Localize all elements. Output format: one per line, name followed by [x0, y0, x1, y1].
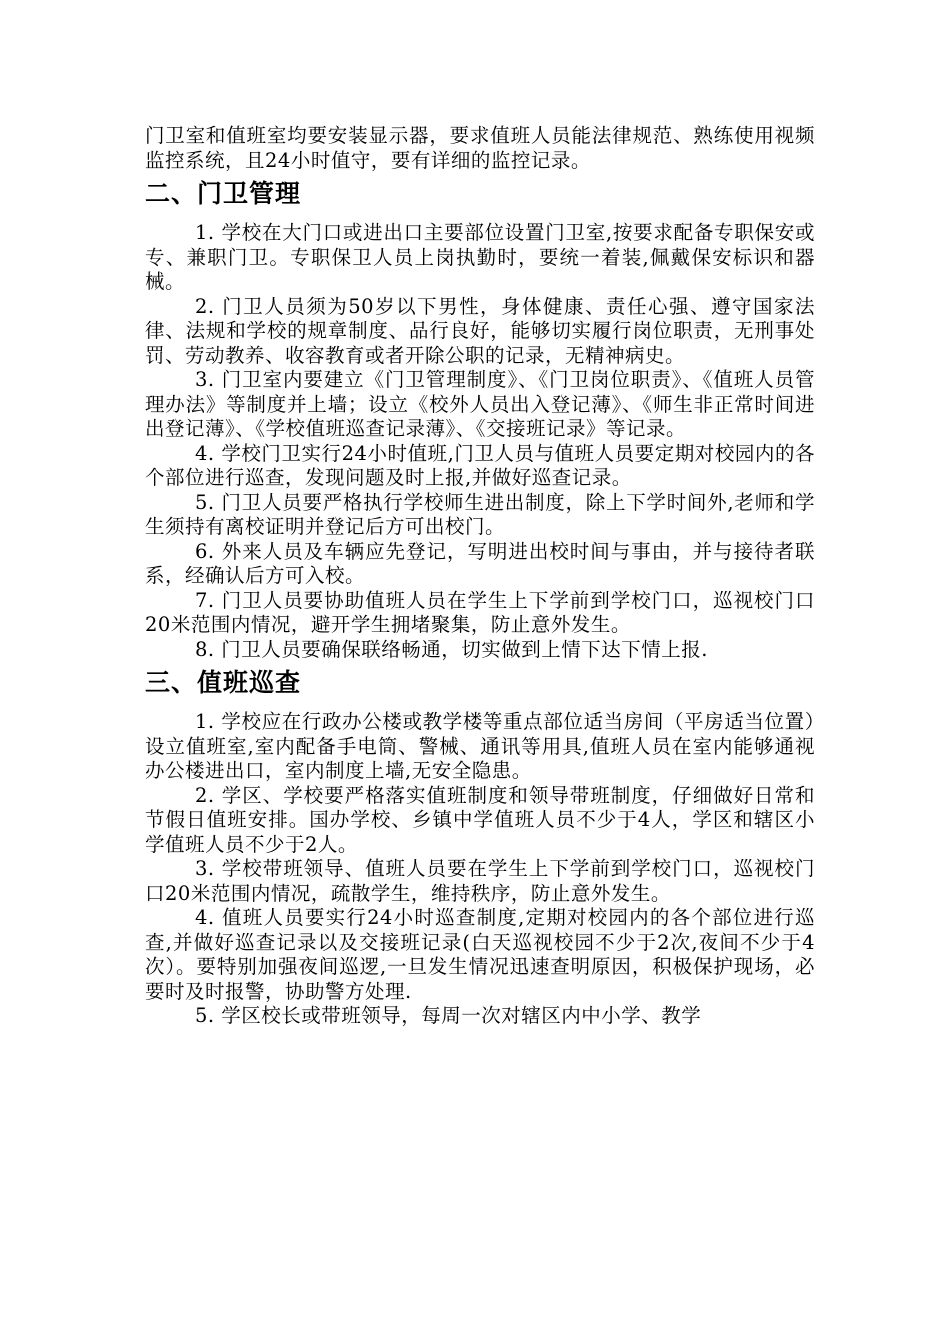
duty-item-5: 5. 学区校长或带班领导，每周一次对辖区内中小学、教学	[195, 1004, 702, 1027]
section-heading-gate-management: 二、门卫管理	[145, 179, 302, 208]
duty-item-3: 3. 学校带班领导、值班人员要在学生上下学前到学校门口，巡视校门口20米范围内情况，疏散学生，维持秩序，防止意外发生。	[145, 857, 815, 905]
duty-item-4: 4. 值班人员要实行24小时巡查制度,定期对校园内的各个部位进行巡查,并做好巡查记录以及交接班记录(白天巡视校园不少于2次,夜间不少于4次）。要特别加强夜间巡逻,一旦发生情况迅速查明原因，积极保护现场，必要时及时报警，协助警方处理.	[145, 906, 815, 1003]
duty-item-1: 1. 学校应在行政办公楼或教学楼等重点部位适当房间（平房适当位置）设立值班室,室内配备手电筒、警械、通讯等用具,值班人员在室内能够通视办公楼进出口，室内制度上墙,无安全隐患。	[145, 710, 815, 782]
gate-item-3: 3. 门卫室内要建立《门卫管理制度》、《门卫岗位职责》、《值班人员管理办法》等制度并上墙；设立《校外人员出入登记薄》、《师生非正常时间进出登记薄》、《学校值班巡查记录薄》、《交接班记录》等记录。	[145, 368, 815, 440]
gate-item-6: 6. 外来人员及车辆应先登记，写明进出校时间与事由，并与接待者联系，经确认后方可入校。	[145, 539, 815, 587]
gate-item-8: 8. 门卫人员要确保联络畅通，切实做到上情下达下情上报.	[195, 637, 709, 661]
gate-item-2: 2. 门卫人员须为50岁以下男性，身体健康、责任心强、遵守国家法律、法规和学校的规章制度、品行良好，能够切实履行岗位职责，无刑事处罚、劳动教养、收容教育或者开除公职的记录，无精神病史。	[145, 294, 815, 367]
gate-item-5: 5. 门卫人员要严格执行学校师生进出制度，除上下学时间外,老师和学生须持有离校证明并登记后方可出校门。	[145, 490, 815, 538]
gate-item-4: 4. 学校门卫实行24小时值班,门卫人员与值班人员要定期对校园内的各个部位进行巡查，发现问题及时上报,并做好巡查记录。	[145, 441, 815, 489]
duty-item-2: 2. 学区、学校要严格落实值班制度和领导带班制度，仔细做好日常和节假日值班安排。国办学校、乡镇中学值班人员不少于4人，学区和辖区小学值班人员不少于2人。	[145, 783, 815, 856]
document-page	[145, 124, 815, 1029]
section-heading-duty-patrol: 三、值班巡查	[145, 668, 302, 697]
intro-paragraph: 门卫室和值班室均要安装显示器，要求值班人员能法律规范、熟练使用视频监控系统，且24小时值守，要有详细的监控记录。	[145, 124, 815, 172]
gate-item-7: 7. 门卫人员要协助值班人员在学生上下学前到学校门口，巡视校门口20米范围内情况，避开学生拥堵聚集，防止意外发生。	[145, 588, 815, 636]
gate-item-1: 1. 学校在大门口或进出口主要部位设置门卫室,按要求配备专职保安或专、兼职门卫。专职保卫人员上岗执勤时，要统一着装,佩戴保安标识和器械。	[145, 221, 815, 293]
